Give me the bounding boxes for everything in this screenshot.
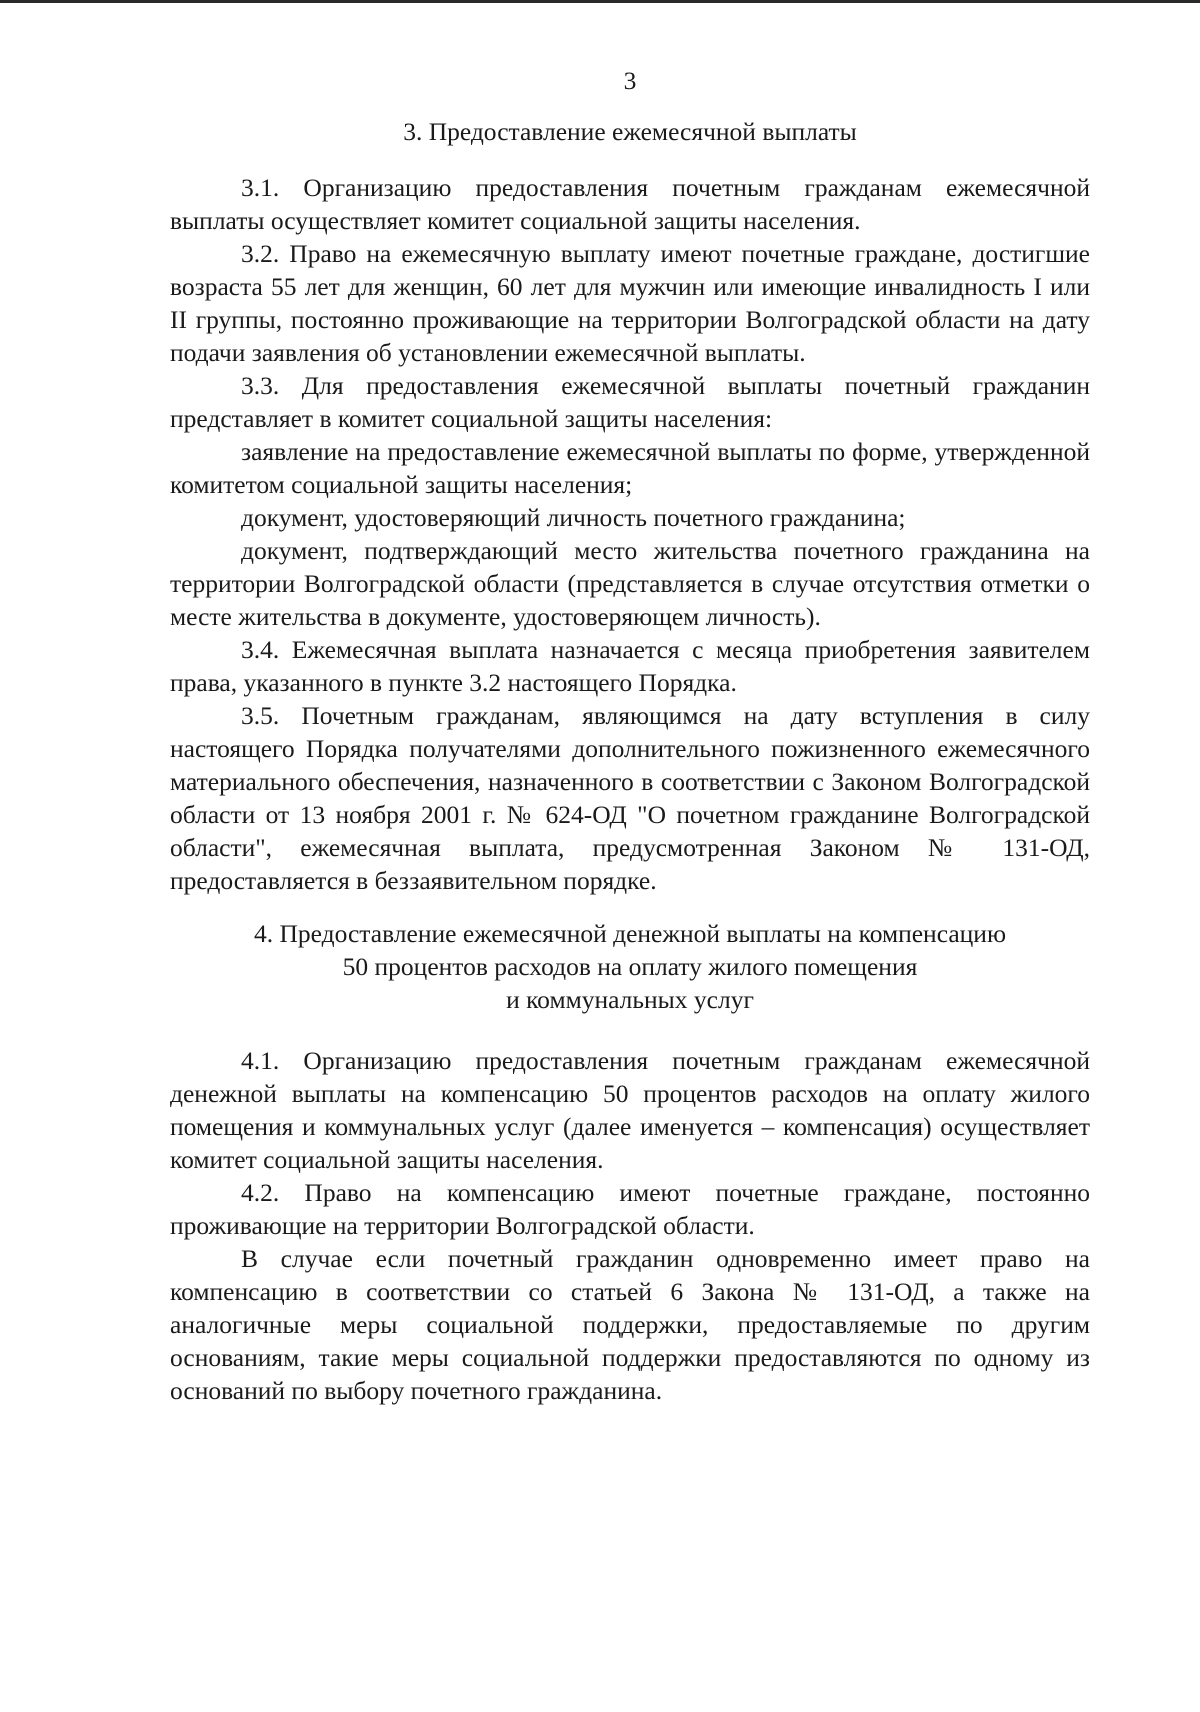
section-3-heading xyxy=(170,115,1090,148)
section-3 xyxy=(170,115,1090,897)
section-4 xyxy=(170,917,1090,1407)
paragraph-4-2-note: В случае если почетный гражданин одновременно имеет право на компенсацию в соответствии со статьей 6 Закона № 131-ОД, а также на аналогичные меры социальной поддержки, предоставляемые по другим основаниям, такие меры социальной поддержки предоставляются по одному из оснований по выбору почетного гражданина. xyxy=(170,1244,1090,1405)
heading-line: 3. Предоставление ежемесячной выплаты xyxy=(403,117,857,146)
heading-line: 50 процентов расходов на оплату жилого помещения xyxy=(342,952,918,981)
heading-line: 4. Предоставление ежемесячной денежной выплаты на компенсацию xyxy=(253,919,1006,948)
paragraph-4-1: 4.1. Организацию предоставления почетным гражданам ежемесячной денежной выплаты на компенсацию 50 процентов расходов на оплату жилого помещения и коммунальных услуг (далее именуется – компенсация) осуществляет комитет социальной защиты населения. xyxy=(170,1046,1090,1174)
page-number: 3 xyxy=(623,66,637,95)
paragraph-3-2: 3.2. Право на ежемесячную выплату имеют почетные граждане, достигшие возраста 55 лет для женщин, 60 лет для мужчин или имеющие инвалидность I или II группы, постоянно проживающие на территории Волгоградской области на дату подачи заявления об установлении ежемесячной выплаты. xyxy=(170,239,1090,367)
paragraph-3-3-item-residence-document: документ, подтверждающий место жительства почетного гражданина на территории Волгоградской области (представляется в случае отсутствия отметки о месте жительства в документе, удостоверяющем личность). xyxy=(170,536,1090,631)
paragraph-3-4: 3.4. Ежемесячная выплата назначается с месяца приобретения заявителем права, указанного в пункте 3.2 настоящего Порядка. xyxy=(170,635,1090,697)
paragraph-3-5: 3.5. Почетным гражданам, являющимся на дату вступления в силу настоящего Порядка получателями дополнительного пожизненного ежемесячного материального обеспечения, назначенного в соответствии с Законом Волгоградской области от 13 ноября 2001 г. № 624-ОД "О почетном гражданине Волгоградской области", ежемесячная выплата, предусмотренная Законом № 131-ОД, предоставляется в беззаявительном порядке. xyxy=(170,701,1090,895)
scan-edge-line xyxy=(0,0,1200,3)
document-page xyxy=(170,64,1090,1407)
paragraph-3-3-item-id-document: документ, удостоверяющий личность почетного гражданина; xyxy=(241,503,906,532)
section-4-heading xyxy=(170,917,1090,1016)
heading-line: и коммунальных услуг xyxy=(506,985,754,1014)
paragraph-3-3: 3.3. Для предоставления ежемесячной выплаты почетный гражданин представляет в комитет социальной защиты населения: xyxy=(170,371,1090,433)
paragraph-3-1: 3.1. Организацию предоставления почетным гражданам ежемесячной выплаты осуществляет комитет социальной защиты населения. xyxy=(170,173,1090,235)
paragraph-4-2: 4.2. Право на компенсацию имеют почетные граждане, постоянно проживающие на территории Волгоградской области. xyxy=(170,1178,1090,1240)
paragraph-3-3-item-application: заявление на предоставление ежемесячной выплаты по форме, утвержденной комитетом социальной защиты населения; xyxy=(170,437,1090,499)
